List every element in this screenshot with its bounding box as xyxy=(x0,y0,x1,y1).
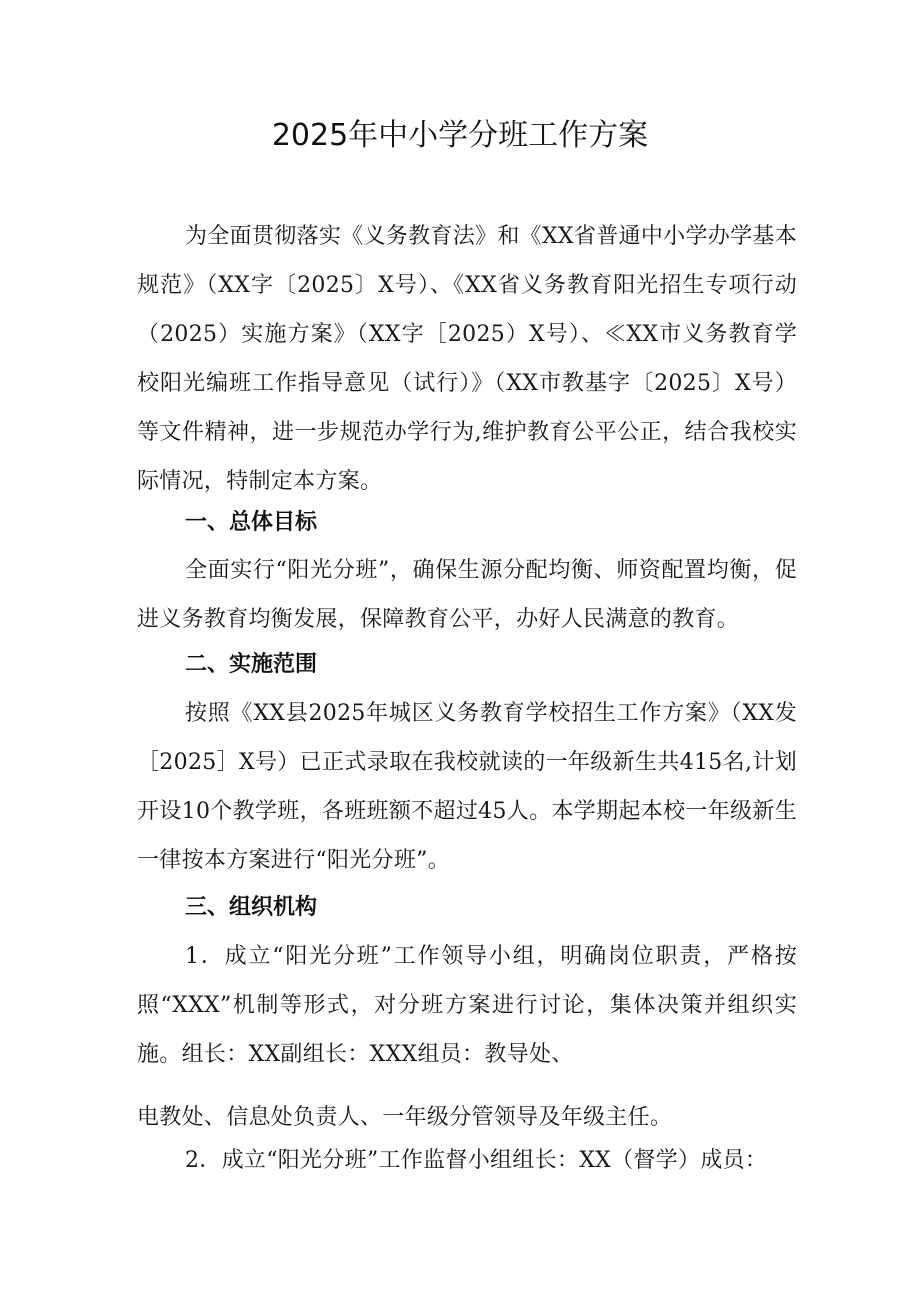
scope-paragraph: 按照《XX县2025年城区义务教育学校招生工作方案》（XX发［2025］X号）已正式录取在我校就读的一年级新生共415名,计划开设10个教学班，各班班额不超过45人。本学期起本校一年级新生一律按本方案进行“阳光分班”。 xyxy=(137,701,797,873)
goals-paragraph: 全面实行“阳光分班”，确保生源分配均衡、师资配置均衡，促进义务教育均衡发展，保障教育公平，办好人民满意的教育。 xyxy=(137,558,797,632)
section-heading-organization: 三、组织机构 xyxy=(185,895,318,920)
organization-paragraph-2: 2．成立“阳光分班”工作监督小组组长：XX（督学）成员： xyxy=(185,1148,768,1173)
document-title: 2025年中小学分班工作方案 xyxy=(271,118,649,153)
section-heading-scope: 二、实施范围 xyxy=(185,652,318,677)
organization-paragraph-1: 1．成立“阳光分班”工作领导小组，明确岗位职责，严格按照“XXX”机制等形式，对分班方案进行讨论，集体决策并组织实施。组长：XX副组长：XXX组员：教导处、 xyxy=(137,944,797,1067)
section-heading-goals: 一、总体目标 xyxy=(185,510,318,535)
intro-paragraph: 为全面贯彻落实《义务教育法》和《XX省普通中小学办学基本规范》（XX字〔2025〕X号）、《XX省义务教育阳光招生专项行动（2025）实施方案》（XX字［2025）X号）、≪XX市义务教育学校阳光编班工作指导意见（试行）》（XX市教基字〔2025〕X号）等文件精神，进一步规范办学行为,维护教育公平公正，结合我校实际情况，特制定本方案。 xyxy=(137,224,797,494)
organization-paragraph-1-continued: 电教处、信息处负责人、一年级分管领导及年级主任。 xyxy=(137,1105,673,1130)
